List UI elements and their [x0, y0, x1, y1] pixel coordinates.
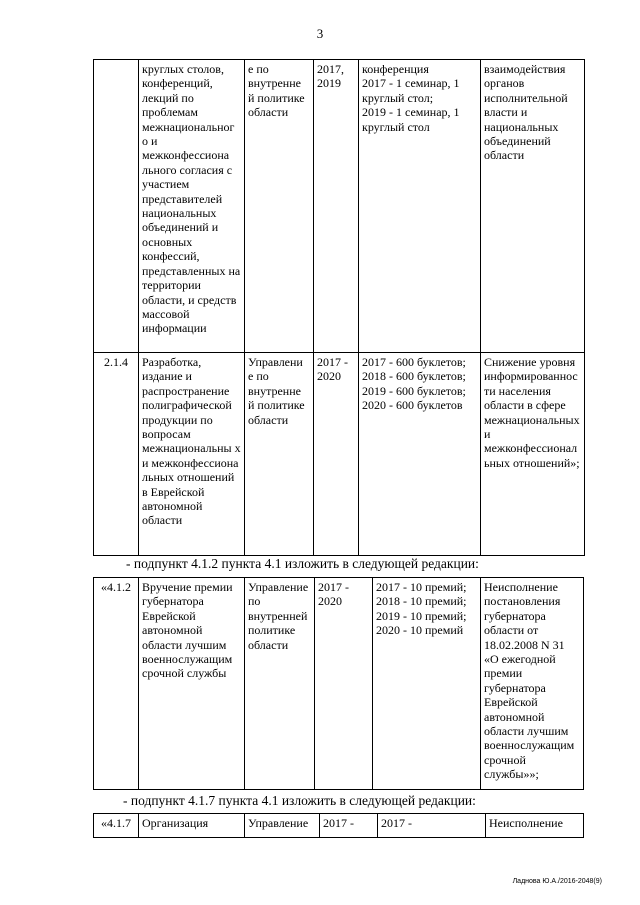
row-number	[94, 60, 139, 353]
executor-cell: е по внутренне й политике области	[245, 60, 314, 353]
period-cell: 2017 - 2020	[315, 578, 373, 790]
amendment-instruction: - подпункт 4.1.2 пункта 4.1 изложить в следующей редакции:	[126, 556, 479, 571]
result-cell: Неисполнение постановления губернатора области от 18.02.2008 N 31 «О ежегодной премии губернатора Еврейской автономной области лучшим военнослужащим срочной службы»»;	[481, 578, 584, 790]
activity-cell: Организация	[139, 814, 245, 838]
document-footer: Ладнова Ю.А./2016-2048(9)	[512, 878, 602, 885]
table-row	[94, 814, 584, 838]
executor-cell: Управление	[245, 814, 320, 838]
result-cell: Снижение уровня информированнос ти населения области в сфере межнациональных и межконфессионал ьных отношений»;	[481, 353, 585, 556]
indicators-cell: 2017 -	[378, 814, 486, 838]
table-row	[94, 353, 585, 556]
executor-cell: Управление по внутренней политике области	[245, 578, 315, 790]
result-cell: Неисполнение	[486, 814, 584, 838]
activity-cell: круглых столов, конференций, лекций по проблемам межнациональног о и межконфессиона льного согласия с участием представителей национальных объединений и основных конфессий, представленных на территории области, и средств массовой информации	[139, 60, 245, 353]
activity-cell: Вручение премии губернатора Еврейской автономной области лучшим военнослужащим срочной службы	[139, 578, 245, 790]
amendment-instruction: - подпункт 4.1.7 пункта 4.1 изложить в следующей редакции:	[123, 793, 476, 808]
table-row	[94, 60, 585, 353]
executor-cell: Управлени е по внутренне й политике области	[245, 353, 314, 556]
result-cell: взаимодействия органов исполнительной власти и национальных объединений области	[481, 60, 585, 353]
table-row	[94, 578, 584, 790]
row-number: «4.1.2	[94, 578, 139, 790]
program-table-item-4-1-7	[93, 813, 584, 838]
row-number: «4.1.7	[94, 814, 139, 838]
row-number: 2.1.4	[94, 353, 139, 556]
period-cell: 2017 -	[320, 814, 378, 838]
period-cell: 2017 - 2020	[314, 353, 359, 556]
program-table-item-4-1-2	[93, 577, 584, 790]
page-number: 3	[316, 26, 324, 41]
activity-cell: Разработка, издание и распространение полиграфической продукции по вопросам межнациональны х и межконфессиона льных отношений в Еврейской автономной области	[139, 353, 245, 556]
indicators-cell: 2017 - 10 премий; 2018 - 10 премий; 2019 - 10 премий; 2020 - 10 премий	[373, 578, 481, 790]
period-cell: 2017, 2019	[314, 60, 359, 353]
program-table-continued	[93, 59, 585, 556]
indicators-cell: 2017 - 600 буклетов; 2018 - 600 буклетов; 2019 - 600 буклетов; 2020 - 600 буклетов	[359, 353, 481, 556]
indicators-cell: конференция 2017 - 1 семинар, 1 круглый стол; 2019 - 1 семинар, 1 круглый стол	[359, 60, 481, 353]
